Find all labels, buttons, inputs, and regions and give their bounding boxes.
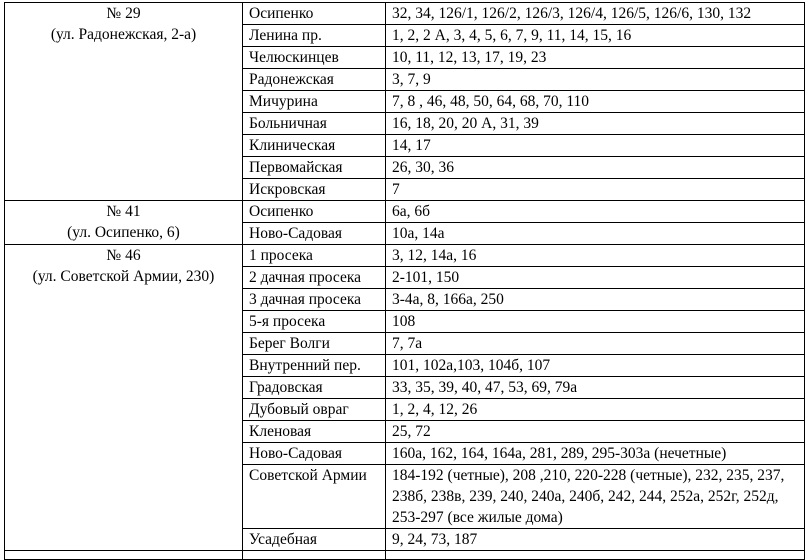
street-cell: Клиническая xyxy=(243,135,386,157)
table-row xyxy=(5,3,805,25)
table-row xyxy=(5,245,805,267)
houses-cell: 160а, 162, 164, 164а, 281, 289, 295-303а (нечетные) xyxy=(386,443,805,465)
houses-cell: 2-101, 150 xyxy=(386,267,805,289)
street-cell: Ново-Садовая xyxy=(243,223,386,245)
street-cell: Ново-Садовая xyxy=(243,443,386,465)
street-cell: Больничная xyxy=(243,113,386,135)
street-cell: Осипенко xyxy=(243,201,386,223)
empty-cell xyxy=(243,551,386,560)
street-cell: 3 дачная просека xyxy=(243,289,386,311)
houses-cell: 10а, 14а xyxy=(386,223,805,245)
school-number: № 41 xyxy=(106,203,141,220)
houses-cell: 6а, 6б xyxy=(386,201,805,223)
houses-cell: 26, 30, 36 xyxy=(386,157,805,179)
street-cell: 2 дачная просека xyxy=(243,267,386,289)
street-cell: Кленовая xyxy=(243,421,386,443)
street-cell: Челюскинцев xyxy=(243,47,386,69)
street-cell: 1 просека xyxy=(243,245,386,267)
houses-cell: 9, 24, 73, 187 xyxy=(386,529,805,551)
school-number: № 46 xyxy=(106,247,141,264)
street-cell: Дубовый овраг xyxy=(243,399,386,421)
table-row xyxy=(5,201,805,223)
street-cell: Осипенко xyxy=(243,3,386,25)
houses-cell: 108 xyxy=(386,311,805,333)
houses-cell: 1, 2, 2 А, 3, 4, 5, 6, 7, 9, 11, 14, 15, 16 xyxy=(386,25,805,47)
houses-cell: 7 xyxy=(386,179,805,201)
school-cell xyxy=(5,245,243,551)
street-cell: Советской Армии xyxy=(243,465,386,529)
school-number: № 29 xyxy=(106,5,141,22)
houses-cell: 14, 17 xyxy=(386,135,805,157)
street-cell: Усадебная xyxy=(243,529,386,551)
document-page xyxy=(4,2,805,560)
empty-cell xyxy=(5,551,243,560)
street-cell: Мичурина xyxy=(243,91,386,113)
street-cell: 5-я просека xyxy=(243,311,386,333)
school-address: (ул. Радонежская, 2-а) xyxy=(50,26,197,43)
table-row-partial xyxy=(5,551,805,560)
houses-cell: 32, 34, 126/1, 126/2, 126/3, 126/4, 126/5, 126/6, 130, 132 xyxy=(386,3,805,25)
houses-cell: 10, 11, 12, 13, 17, 19, 23 xyxy=(386,47,805,69)
houses-cell: 16, 18, 20, 20 А, 31, 39 xyxy=(386,113,805,135)
houses-cell: 7, 8 , 46, 48, 50, 64, 68, 70, 110 xyxy=(386,91,805,113)
houses-cell: 25, 72 xyxy=(386,421,805,443)
school-cell xyxy=(5,201,243,245)
street-cell: Внутренний пер. xyxy=(243,355,386,377)
houses-cell: 3, 7, 9 xyxy=(386,69,805,91)
street-cell: Первомайская xyxy=(243,157,386,179)
school-cell xyxy=(5,3,243,201)
school-districts-table xyxy=(4,2,805,560)
school-address: (ул. Осипенко, 6) xyxy=(67,224,180,241)
street-cell: Ленина пр. xyxy=(243,25,386,47)
houses-cell: 33, 35, 39, 40, 47, 53, 69, 79а xyxy=(386,377,805,399)
street-cell: Берег Волги xyxy=(243,333,386,355)
houses-cell: 1, 2, 4, 12, 26 xyxy=(386,399,805,421)
school-address: (ул. Советской Армии, 230) xyxy=(32,268,215,285)
houses-cell: 184-192 (четные), 208 ,210, 220-228 (четные), 232, 235, 237, 238б, 238в, 239, 240, 240а, 240б, 242, 244, 252а, 252г, 252д, 253-297 (все жилые дома) xyxy=(386,465,805,529)
street-cell: Градовская xyxy=(243,377,386,399)
houses-cell: 7, 7а xyxy=(386,333,805,355)
houses-cell: 3-4а, 8, 166а, 250 xyxy=(386,289,805,311)
houses-cell: 101, 102а,103, 104б, 107 xyxy=(386,355,805,377)
street-cell: Радонежская xyxy=(243,69,386,91)
houses-cell: 3, 12, 14а, 16 xyxy=(386,245,805,267)
street-cell: Искровская xyxy=(243,179,386,201)
empty-cell xyxy=(386,551,805,560)
